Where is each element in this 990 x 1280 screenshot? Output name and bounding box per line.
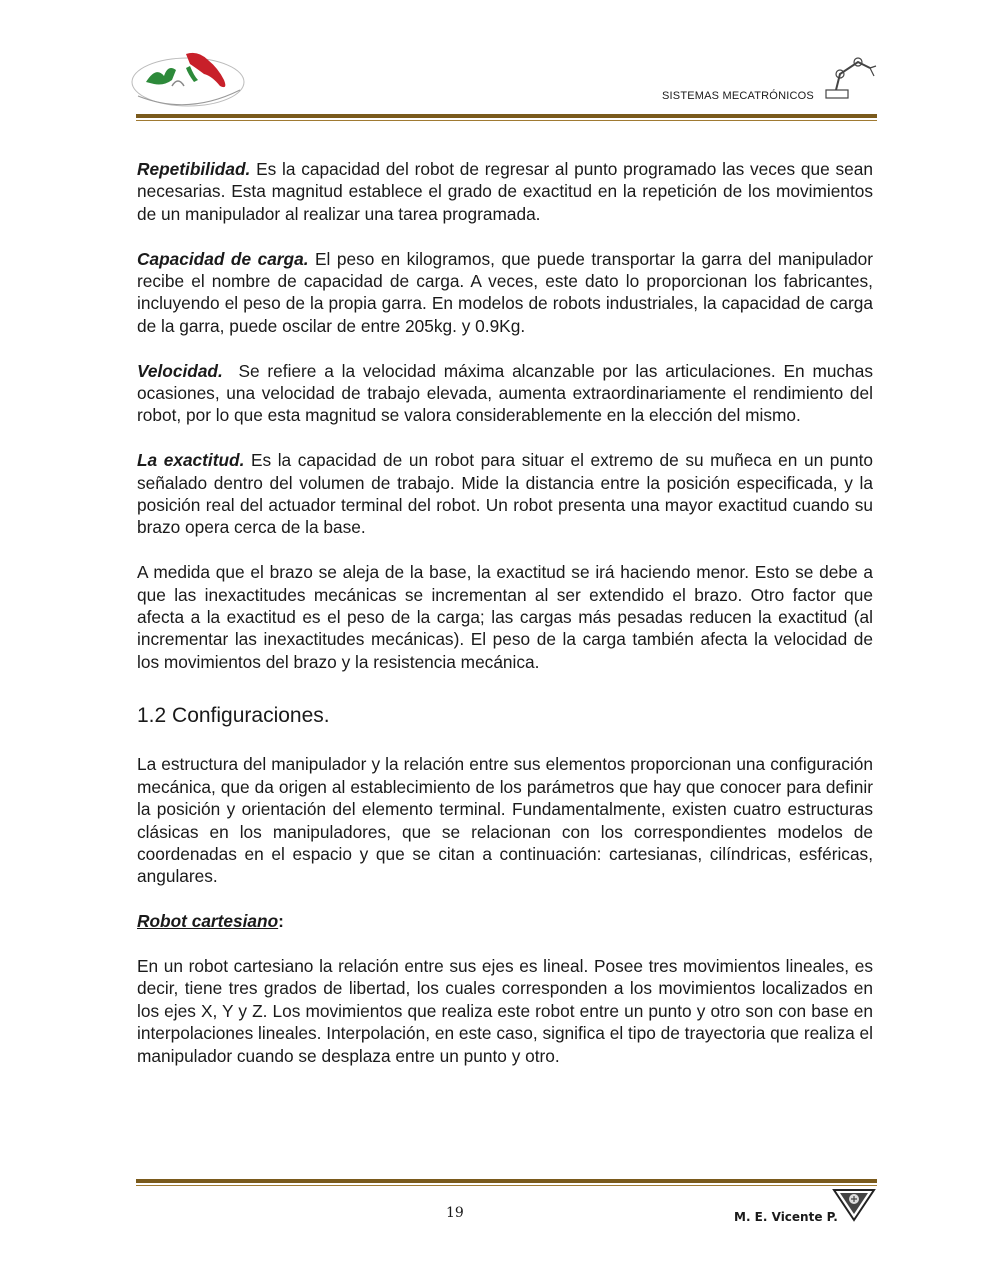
footer-rule-thin: [136, 1185, 877, 1186]
page-number: 19: [446, 1205, 464, 1221]
paragraph-repetibilidad: [137, 158, 873, 225]
page-content: [137, 158, 878, 1089]
paragraph-robot-cartesiano: En un robot cartesiano la relación entre sus ejes es lineal. Posee tres movimientos lineales, es decir, tiene tres grados de libertad, los cuales corresponden a los movimientos localizados en los ejes X, Y y Z. Los movimientos que realiza este robot entre un punto y otro son con base en interpolaciones lineales. Interpolación, en este caso, significa el tipo de trayectoria que realiza el manipulador cuando se desplaza entre un punto y otro.: [137, 955, 873, 1066]
header-rule-thin: [136, 120, 877, 121]
paragraph-capacidad-carga: [137, 248, 873, 338]
term-exactitud: La exactitud.: [137, 450, 245, 471]
paragraph-velocidad: [137, 360, 878, 427]
term-velocidad: Velocidad.: [137, 360, 223, 381]
author-name: M. E. Vicente P.: [734, 1210, 838, 1224]
subheading-colon: :: [278, 911, 284, 932]
paragraph-text: Es la capacidad de un robot para situar el extremo de su muñeca en un punto señalado dentro del volumen de trabajo. Mide la distancia entre la posición especificada, y la posición real del actuador terminal del robot. Un robot presenta una mayor exactitud cuando su brazo opera cerca de la base.: [137, 450, 873, 538]
paragraph-exactitud: [137, 449, 873, 539]
mexico-map-seal-icon: [128, 46, 250, 112]
shield-emblem-icon: [832, 1186, 876, 1222]
term-capacidad-carga: Capacidad de carga.: [137, 248, 309, 269]
subheading-robot-cartesiano: [137, 910, 873, 932]
paragraph-text: El peso en kilogramos, que puede transportar la garra del manipulador recibe el nombre de capacidad de carga. A veces, este dato lo proporcionan los fabricantes, incluyendo el peso de la propia garra. En modelos de robots industriales, la capacidad de carga de la garra, puede oscilar de entre 205kg. y 0.9Kg.: [137, 248, 873, 336]
robot-arm-icon: [818, 52, 878, 102]
term-repetibilidad: Repetibilidad.: [137, 159, 251, 179]
paragraph-exactitud-distancia: A medida que el brazo se aleja de la base, la exactitud se irá haciendo menor. Esto se debe a que las inexactitudes mecánicas se incrementan al ser extendido el brazo. Otro factor que afecta a la exactitud es el peso de la carga; las cargas más pesadas reducen la exactitud (al incrementar las inexactitudes mecánicas). El peso de la carga también afecta la velocidad de los movimientos del brazo y la resistencia mecánica.: [137, 562, 873, 672]
footer-rule: [136, 1179, 877, 1183]
paragraph-text: Se refiere a la velocidad máxima alcanzable por las articulaciones. En muchas ocasiones, una velocidad de trabajo elevada, aumenta extraordinariamente el rendimiento del robot, por lo que esta magnitud se valora considerablemente en la elección del mismo.: [137, 360, 878, 426]
subheading-text: Robot cartesiano: [137, 911, 279, 932]
section-heading: 1.2 Configuraciones.: [137, 704, 330, 728]
header-title: SISTEMAS MECATRÓNICOS: [662, 90, 814, 102]
header-rule: [136, 114, 877, 118]
paragraph-text: Es la capacidad del robot de regresar al punto programado las veces que sean necesarias. Esta magnitud establece el grado de exactitud en la repetición de los movimientos de un manipulador al realizar una tarea programada.: [137, 159, 873, 224]
paragraph-configuraciones: La estructura del manipulador y la relación entre sus elementos proporcionan una configuración mecánica, que da origen al establecimiento de los parámetros que hay que conocer para definir la posición y orientación del elemento terminal. Fundamentalmente, existen cuatro estructuras clásicas en los manipuladores, que se relacionan con los correspondientes modelos de coordenadas en el espacio y que se citan a continuación: cartesianas, cilíndricas, esféricas, angulares.: [137, 754, 873, 887]
